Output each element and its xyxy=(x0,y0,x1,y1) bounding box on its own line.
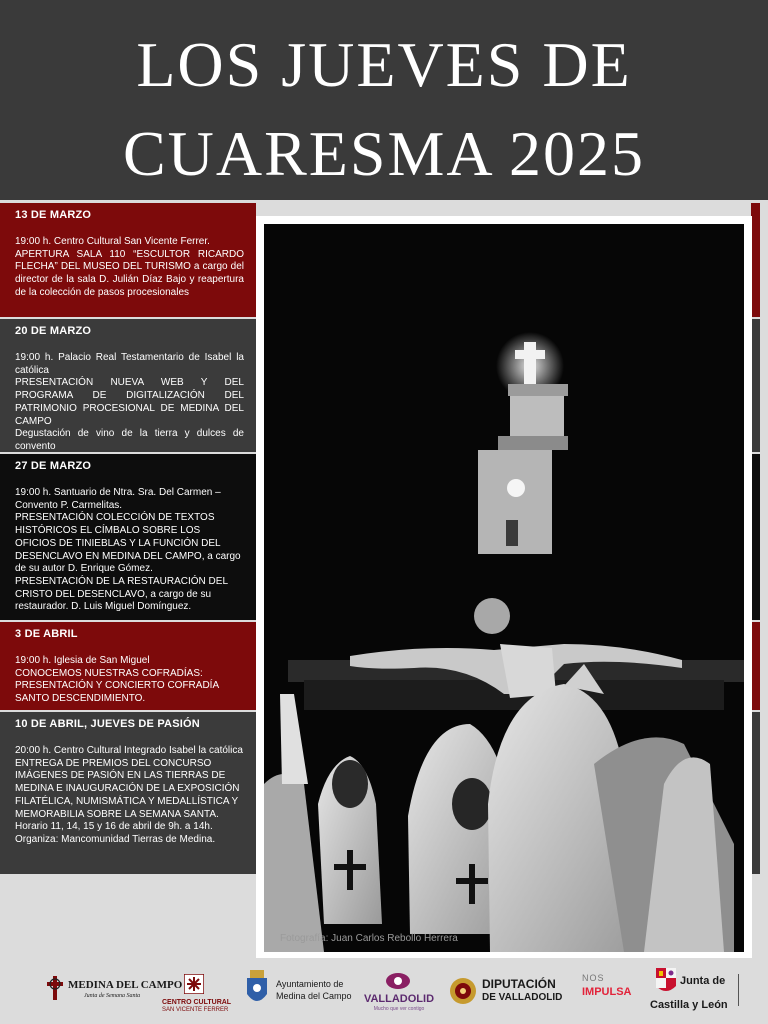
edge-band xyxy=(751,712,760,874)
castilla-leon-shield-icon xyxy=(654,966,678,996)
event-description: 19:00 h. Santuario de Ntra. Sra. Del Carmen – Convento P. Carmelitas. PRESENTACIÓN COLECCIÓN DE TEXTOS HISTÓRICOS EL CÍMBALO SOBRE LOS OFICIOS DE TINIEBLAS Y LA FUNCIÓN DEL DESENCLAVO EN MEDINA DEL CAMPO, a cargo de su autor D. Enrique Gómez. PRESENTACIÓN DE LA RESTAURACIÓN DEL CRISTO DEL DESENCLAVO, a cargo de su restaurador. D. Luis Miguel Domínguez. xyxy=(15,487,241,613)
eye-icon xyxy=(385,970,411,992)
logo-junta-castilla-leon xyxy=(646,966,746,1016)
logo-medina-semana-santa xyxy=(44,974,183,1004)
photo-credit: Fotografía: Juan Carlos Rebollo Herrera xyxy=(280,933,458,944)
event-description: 19:00 h. Centro Cultural San Vicente Ferrer. APERTURA SALA 110 “ESCULTOR RICARDO FLECHA” DEL MUSEO DEL TURISMO a cargo del director de la sala D. Julián Díaz Bajo y reapertura de la colección de pasos procesionales xyxy=(15,236,244,298)
procession-illustration xyxy=(264,224,744,952)
valladolid-logo-name: VALLADOLID xyxy=(363,993,435,1005)
event-3-abril xyxy=(0,622,256,710)
logo-divider xyxy=(738,974,739,1006)
valladolid-logo-tagline: Mucho que ver contigo xyxy=(373,1006,425,1012)
event-date: 3 DE ABRIL xyxy=(15,628,78,640)
centro-logo-line1: CENTRO CULTURAL xyxy=(162,999,232,1006)
edge-band xyxy=(751,454,760,620)
logo-nos-impulsa xyxy=(582,974,642,1008)
event-date: 10 DE ABRIL, JUEVES DE PASIÓN xyxy=(15,718,200,730)
municipal-shield-icon xyxy=(244,968,270,1008)
diputacion-line2: DE VALLADOLID xyxy=(482,992,563,1003)
logo-ayuntamiento xyxy=(244,968,354,1012)
sponsor-logos-bar xyxy=(0,958,768,1024)
edge-band xyxy=(751,622,760,710)
event-13-marzo xyxy=(0,203,256,317)
event-description: 20:00 h. Centro Cultural Integrado Isabel la católica ENTREGA DE PREMIOS DEL CONCURSO IMÁGENES DE PASIÓN EN LAS TIERRAS DE MEDINA E INAUGURACIÓN DE LA EXPOSICIÓN FILATÉLICA, NUMISMÁTICA Y MEDALLÍSTICA Y MEMORABILIA SOBRE LA SEMANA SANTA. Horario 11, 14, 15 y 16 de abril de 9h. a 14h. Organiza: Mancomunidad Tierras de Medina. xyxy=(15,745,243,845)
diputacion-emblem-icon xyxy=(448,976,478,1006)
title-line-1: LOS JUEVES DE xyxy=(136,29,632,100)
event-description: 19:00 h. Iglesia de San Miguel CONOCEMOS NUESTRAS COFRADÍAS: PRESENTACIÓN Y CONCIERTO COFRADÍA SANTO DESCENDIMIENTO. xyxy=(15,655,219,705)
edge-band xyxy=(751,319,760,452)
logo-diputacion xyxy=(448,976,564,1012)
header-banner xyxy=(0,0,768,200)
medina-logo-tagline: Junta de Semana Santa xyxy=(84,993,141,999)
logo-provincia-valladolid xyxy=(358,970,440,1014)
event-date: 27 DE MARZO xyxy=(15,460,92,472)
junta-line1: Junta de xyxy=(680,975,726,987)
logo-centro-cultural xyxy=(162,974,232,1014)
ayuntamiento-line2: Medina del Campo xyxy=(276,991,352,1001)
junta-line2: Castilla y León xyxy=(650,999,728,1011)
medina-logo-name: MEDINA DEL CAMPO xyxy=(68,979,183,991)
centro-logo-line2: SAN VICENTE FERRER xyxy=(162,1007,229,1013)
ayuntamiento-line1: Ayuntamiento de xyxy=(276,979,344,989)
event-date: 13 DE MARZO xyxy=(15,209,92,221)
event-description: 19:00 h. Palacio Real Testamentario de Isabel la católica PRESENTACIÓN NUEVA WEB Y DEL PROGRAMA DE DIGITALIZACIÓN DEL PATRIMONIO PROCESIONAL DE MEDINA DEL CAMPO Degustación de vino de la tierra y dulces de convento xyxy=(15,352,244,452)
event-10-abril xyxy=(0,712,256,874)
san-vicente-cross-icon xyxy=(184,974,204,994)
diputacion-line1: DIPUTACIÓN xyxy=(482,977,556,991)
impulsa-line1: NOS xyxy=(582,973,605,983)
event-20-marzo xyxy=(0,319,256,452)
event-date: 20 DE MARZO xyxy=(15,325,92,337)
medina-crest-icon xyxy=(44,974,66,1002)
event-27-marzo xyxy=(0,454,256,620)
procession-photo xyxy=(264,224,744,952)
impulsa-line2: IMPULSA xyxy=(582,986,632,998)
edge-band xyxy=(751,203,760,317)
title-line-2: CUARESMA 2025 xyxy=(122,118,646,189)
